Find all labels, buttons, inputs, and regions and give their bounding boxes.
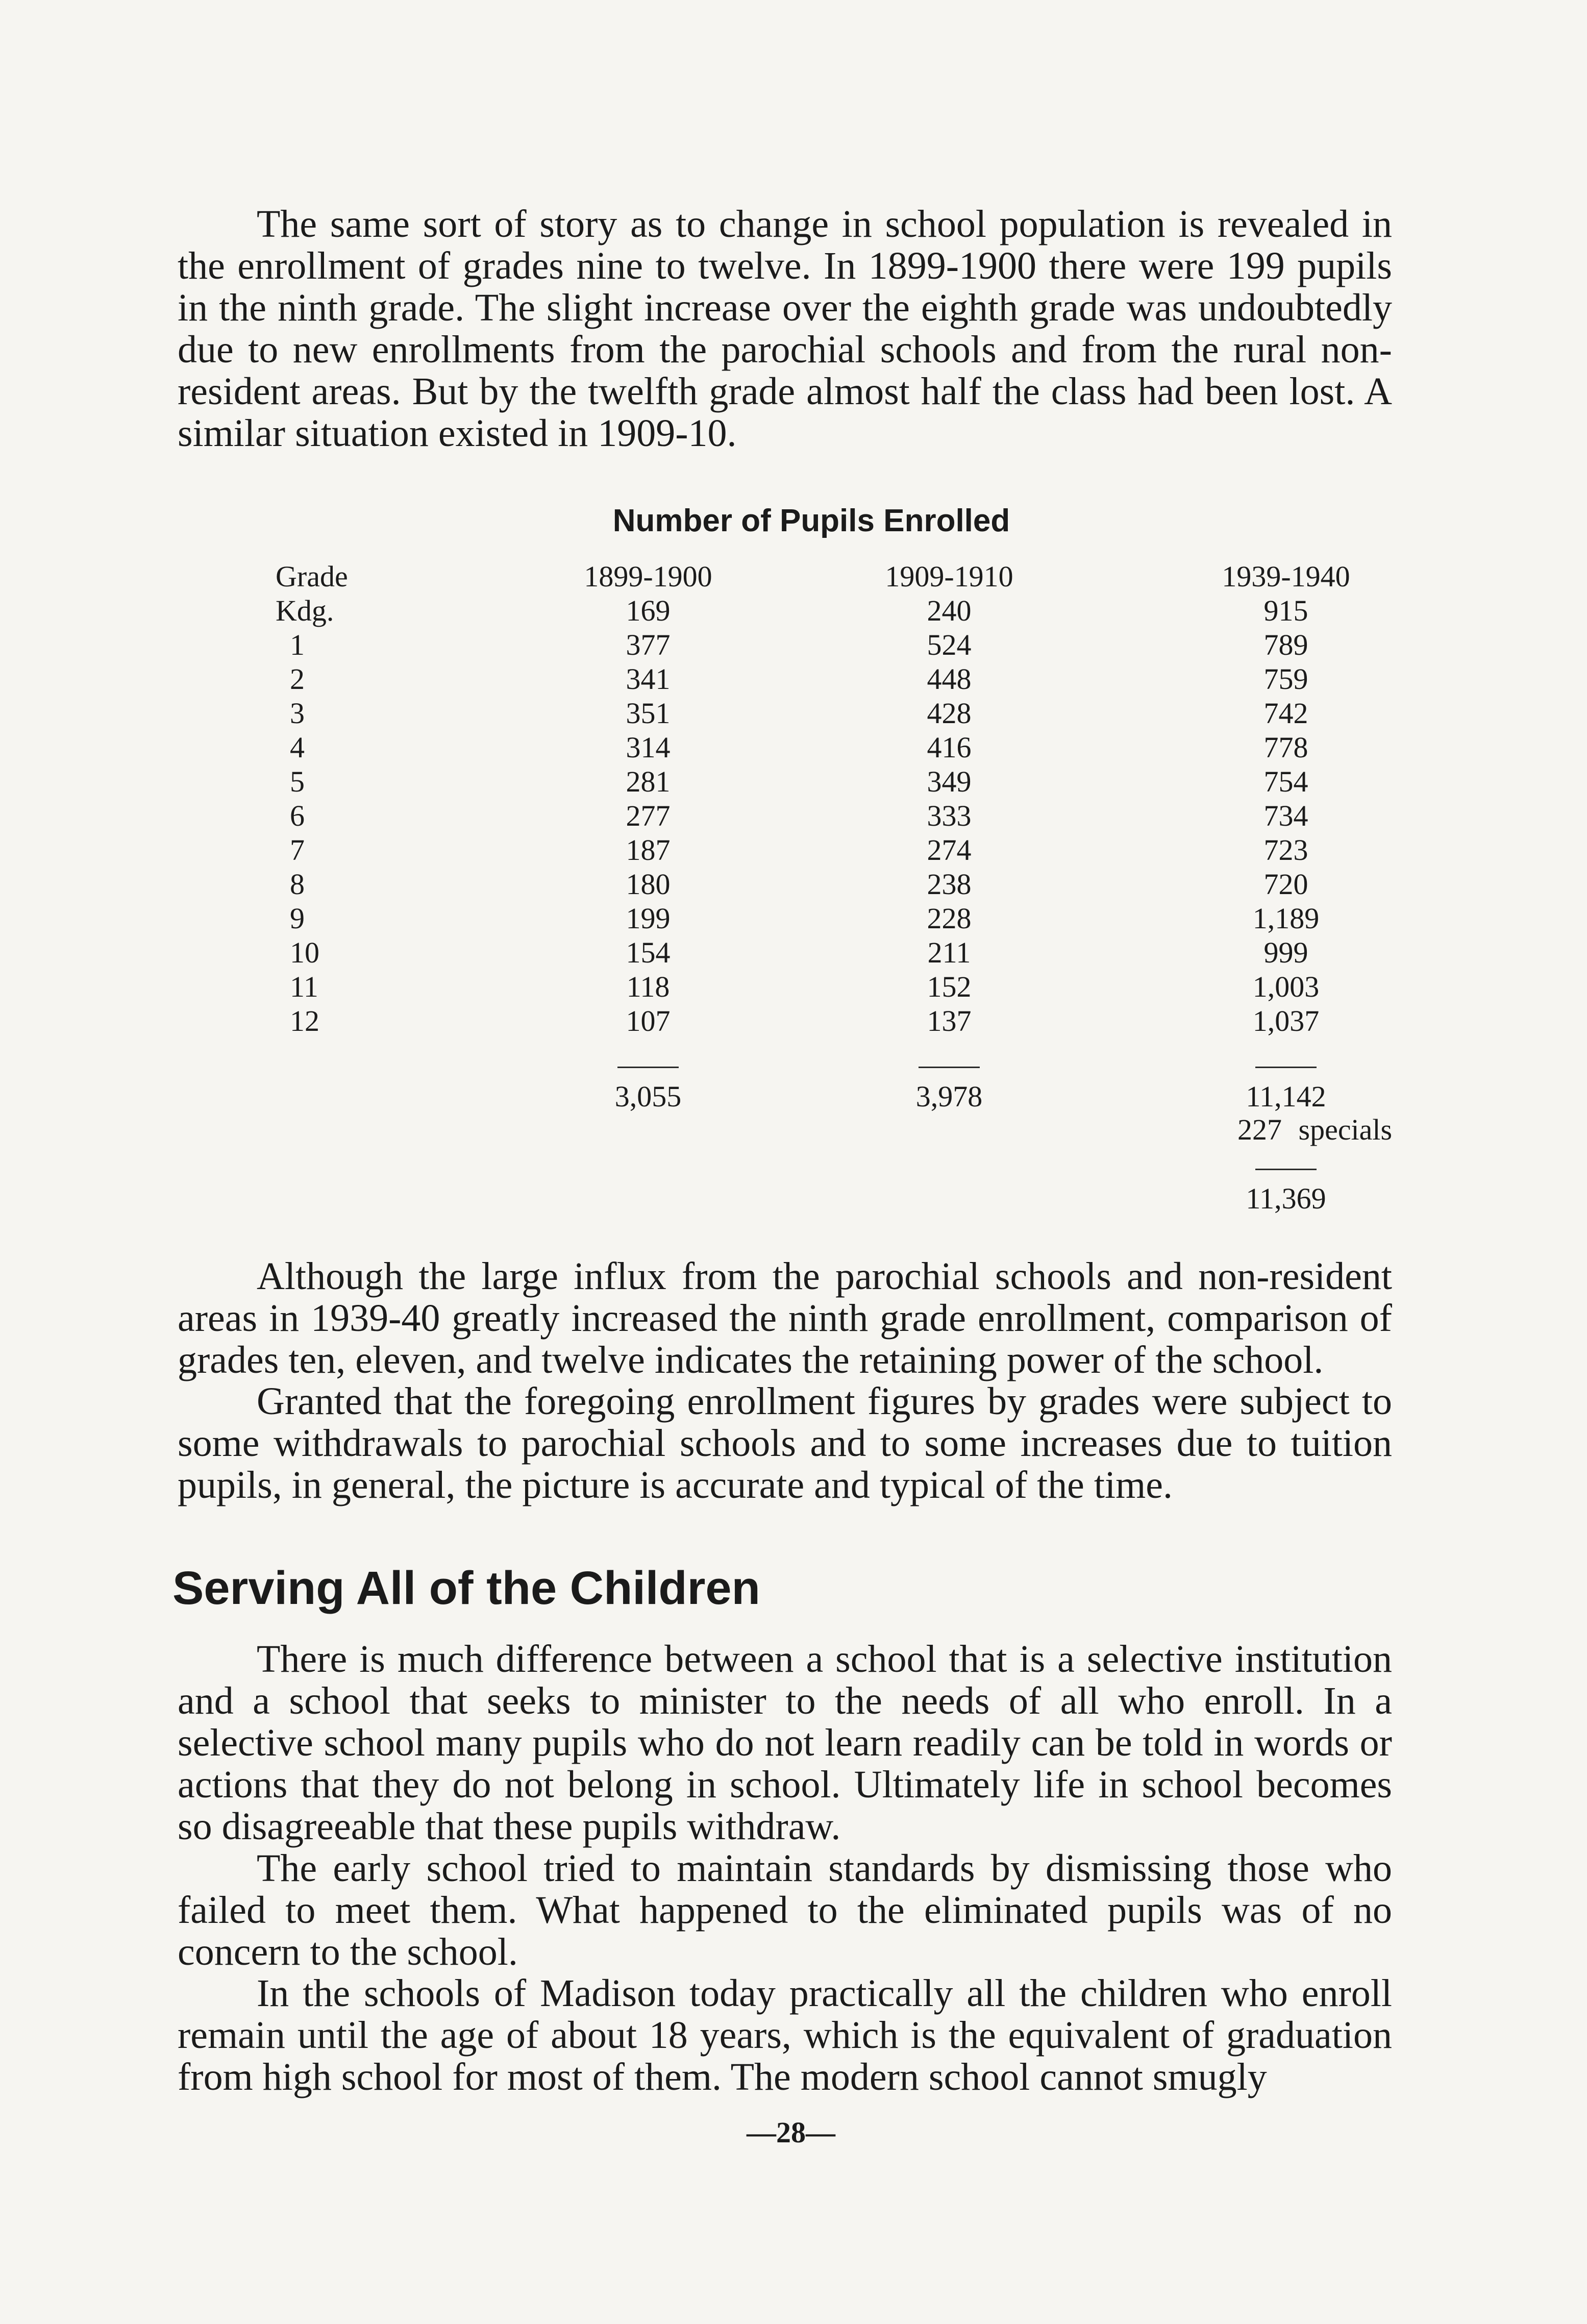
cell-1939-6: 734	[1263, 799, 1308, 832]
cell-1899-2: 341	[626, 662, 671, 696]
paragraph-granted: Granted that the foregoing enrollment figures by grades were subject to some withdrawals to parochial schools and to some increases due to tuition pupils, in general, the picture is accurate and typical of the time.	[178, 1380, 1392, 1506]
paragraph-intro: The same sort of story as to change in school population is revealed in the enrollment of grades nine to twelve. In 1899-1900 there were 199 pupils in the ninth grade. The slight increase over the eighth grade was undoubtedly due to new enrollments from the parochial schools and from the rural non-resident areas. But by the twelfth grade almost half the class had been lost. A similar situation existed in 1909-10.	[178, 203, 1392, 455]
page-number: —28—	[747, 2116, 835, 2149]
column-1909-1910	[867, 559, 1031, 1038]
cell-1939-3: 742	[1263, 697, 1308, 730]
grade-9: 9	[290, 902, 305, 935]
cell-1939-1: 789	[1263, 628, 1308, 661]
grade-2: 2	[290, 662, 305, 696]
cell-1909-1: 524	[927, 628, 972, 661]
cell-1899-7: 187	[626, 833, 671, 867]
grade-1: 1	[290, 628, 305, 661]
grand-total: 11,369	[1246, 1182, 1326, 1215]
header-1939-1940: 1939-1940	[1222, 560, 1350, 593]
cell-1939-9: 1,189	[1252, 902, 1320, 935]
cell-1939-2: 759	[1263, 662, 1308, 696]
cell-1939-8: 720	[1263, 868, 1308, 901]
total-1939-1940: 11,142	[1246, 1080, 1326, 1113]
paragraph-influx: Although the large influx from the parochial schools and non-resident areas in 1939-40 greatly increased the ninth grade enrollment, comparison of grades ten, eleven, and twelve indicates the retaining power of the school.	[178, 1255, 1392, 1381]
grade-12: 12	[290, 1004, 319, 1037]
cell-1939-kdg: 915	[1263, 594, 1308, 627]
grade-kdg: Kdg.	[276, 594, 334, 627]
cell-1899-4: 314	[626, 731, 671, 764]
cell-1909-8: 238	[927, 868, 972, 901]
cell-1899-1: 377	[626, 628, 671, 661]
cell-1899-6: 277	[626, 799, 671, 832]
total-1909-1910: 3,978	[915, 1080, 983, 1113]
sum-rule-1899	[617, 1067, 679, 1068]
cell-1909-11: 152	[927, 970, 972, 1003]
cell-1899-12: 107	[626, 1004, 671, 1037]
cell-1909-6: 333	[927, 799, 972, 832]
cell-1939-5: 754	[1263, 765, 1308, 798]
cell-1909-3: 428	[927, 697, 972, 730]
header-1909-1910: 1909-1910	[885, 560, 1013, 593]
cell-1939-10: 999	[1263, 936, 1308, 969]
cell-1939-4: 778	[1263, 731, 1308, 764]
header-1899-1900: 1899-1900	[584, 560, 712, 593]
paragraph-early: The early school tried to maintain standards by dismissing those who failed to meet them. What happened to the eliminated pupils was of no concern to the school.	[178, 1847, 1392, 1973]
column-1899-1900	[566, 559, 730, 1038]
cell-1939-7: 723	[1263, 833, 1308, 867]
cell-1909-10: 211	[927, 936, 971, 969]
cell-1909-kdg: 240	[927, 594, 972, 627]
sum-rule-1939	[1255, 1067, 1317, 1068]
cell-1899-3: 351	[626, 697, 671, 730]
grand-total-rule	[1255, 1169, 1317, 1170]
specials-label: specials	[1298, 1113, 1393, 1146]
cell-1899-5: 281	[626, 765, 671, 798]
total-1899-1900: 3,055	[614, 1080, 682, 1113]
cell-1939-11: 1,003	[1252, 970, 1320, 1003]
cell-1909-12: 137	[927, 1004, 972, 1037]
cell-1899-kdg: 169	[626, 594, 671, 627]
grade-column	[276, 559, 388, 1038]
grade-5: 5	[290, 765, 305, 798]
sum-rule-1909	[919, 1067, 980, 1068]
grade-10: 10	[290, 936, 319, 969]
column-1939-1940	[1204, 559, 1368, 1038]
specials-line	[1237, 1112, 1392, 1147]
header-grade: Grade	[276, 560, 348, 593]
cell-1899-11: 118	[626, 970, 670, 1003]
grade-3: 3	[290, 697, 305, 730]
cell-1939-12: 1,037	[1252, 1004, 1320, 1037]
specials-count: 227	[1237, 1113, 1282, 1146]
cell-1909-4: 416	[927, 731, 972, 764]
paragraph-selective: There is much difference between a school that is a selective institution and a school that seeks to minister to the needs of all who enroll. In a selective school many pupils who do not learn readily can be told in words or actions that they do not belong in school. Ultimately life in school becomes so disagreeable that these pupils withdraw.	[178, 1638, 1392, 1848]
grade-8: 8	[290, 868, 305, 901]
section-heading: Serving All of the Children	[172, 1562, 760, 1614]
cell-1909-2: 448	[927, 662, 972, 696]
grade-7: 7	[290, 833, 305, 867]
table-title: Number of Pupils Enrolled	[612, 503, 1010, 538]
cell-1909-9: 228	[927, 902, 972, 935]
paragraph-madison: In the schools of Madison today practically all the children who enroll remain until the age of about 18 years, which is the equivalent of graduation from high school for most of them. The modern school cannot smugly	[178, 1972, 1392, 2098]
cell-1909-5: 349	[927, 765, 972, 798]
grade-11: 11	[290, 970, 318, 1003]
cell-1899-10: 154	[626, 936, 671, 969]
cell-1909-7: 274	[927, 833, 972, 867]
grade-4: 4	[290, 731, 305, 764]
grade-6: 6	[290, 799, 305, 832]
cell-1899-8: 180	[626, 868, 671, 901]
cell-1899-9: 199	[626, 902, 671, 935]
